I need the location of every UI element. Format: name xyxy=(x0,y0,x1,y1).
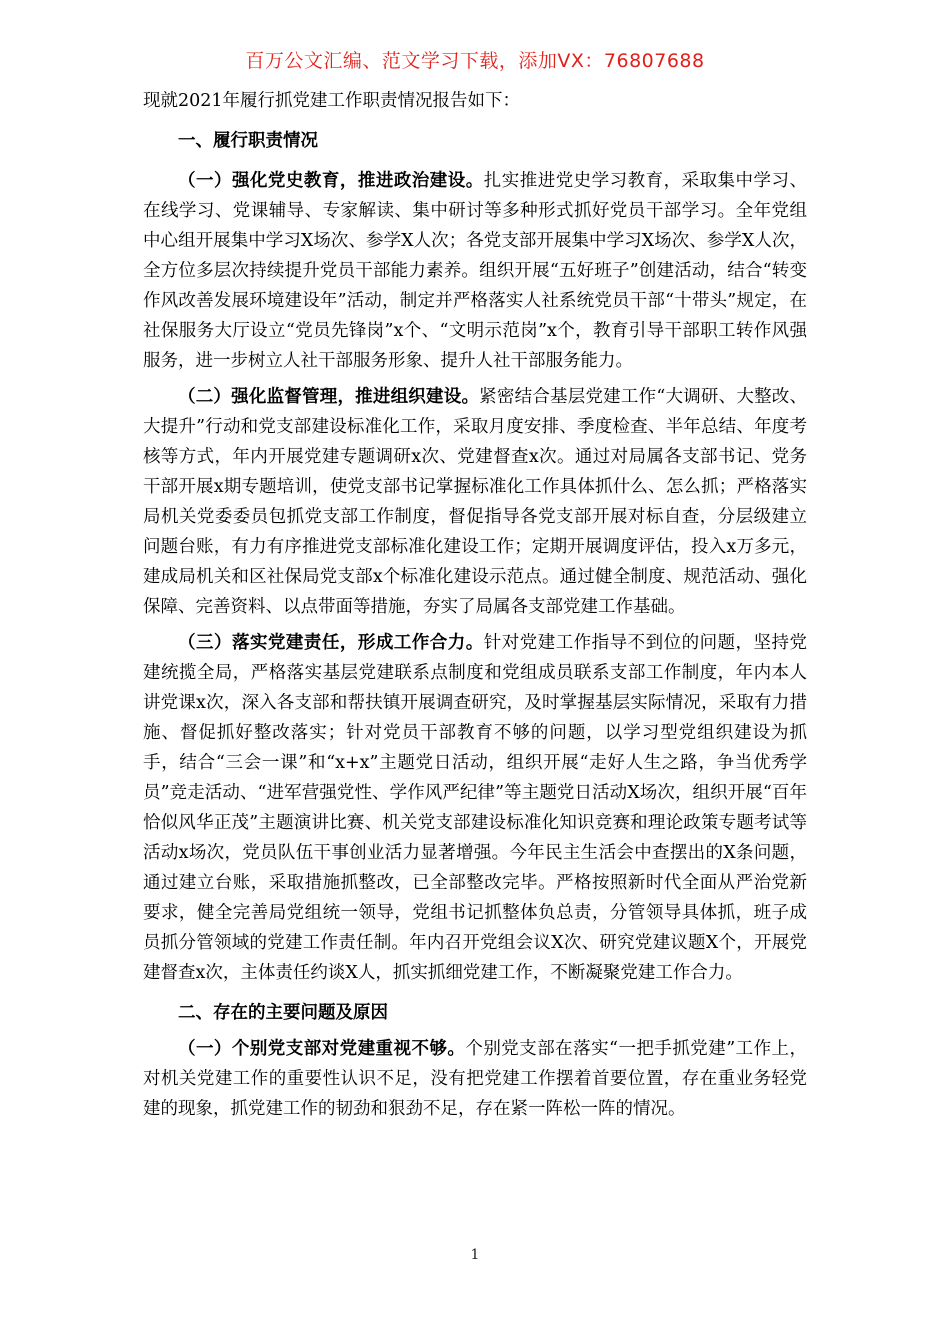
promo-banner: 百万公文汇编、范文学习下载，添加VX：76807688 xyxy=(245,50,705,72)
paragraph-2-lead: （二）强化监督管理，推进组织建设。 xyxy=(178,387,480,407)
paragraph-3-lead: （三）落实党建责任，形成工作合力。 xyxy=(178,633,484,653)
section-heading-1: 一、履行职责情况 xyxy=(178,131,318,151)
paragraph-4 xyxy=(143,1034,807,1124)
paragraph-2-body: 紧密结合基层党建工作“大调研、大整改、大提升”行动和党支部建设标准化工作，采取月度安排、季度检查、半年总结、年度考核等方式，年内开展党建专题调研x次、党建督查x次。通过对局属各支部书记、党务干部开展x期专题培训，使党支部书记掌握标准化工作具体抓什么、怎么抓；严格落实局机关党委委员包抓党支部工作制度，督促指导各党支部开展对标自查，分层级建立问题台账，有力有序推进党支部标准化建设工作；定期开展调度评估，投入x万多元，建成局机关和区社保局党支部x个标准化建设示范点。通过健全制度、规范活动、强化保障、完善资料、以点带面等措施，夯实了局属各支部党建工作基础。 xyxy=(143,387,807,617)
paragraph-4-lead: （一）个别党支部对党建重视不够。 xyxy=(178,1039,466,1059)
paragraph-1-lead: （一）强化党史教育，推进政治建设。 xyxy=(178,171,484,191)
paragraph-3-body: 针对党建工作指导不到位的问题，坚持党建统揽全局，严格落实基层党建联系点制度和党组成员联系支部工作制度，年内本人讲党课x次，深入各支部和帮扶镇开展调查研究，及时掌握基层实际情况，采取有力措施、督促抓好整改落实；针对党员干部教育不够的问题，以学习型党组织建设为抓手，结合“三会一课”和“x+x”主题党日活动，组织开展“走好人生之路，争当优秀学员”竞走活动、“进军营强党性、学作风严纪律”等主题党日活动X场次，组织开展“百年恰似风华正茂”主题演讲比赛、机关党支部建设标准化知识竞赛和理论政策专题考试等活动x场次，党员队伍干事创业活力显著增强。今年民主生活会中查摆出的X条问题，通过建立台账，采取措施抓整改，已全部整改完毕。严格按照新时代全面从严治党新要求，健全完善局党组统一领导，党组书记抓整体负总责，分管领导具体抓，班子成员抓分管领域的党建工作责任制。年内召开党组会议X次、研究党建议题X个，开展党建督查x次，主体责任约谈X人，抓实抓细党建工作，不断凝聚党建工作合力。 xyxy=(143,633,807,983)
paragraph-4-body: 个别党支部在落实“一把手抓党建”工作上，对机关党建工作的重要性认识不足，没有把党建工作摆着首要位置，存在重业务轻党建的现象，抓党建工作的韧劲和狠劲不足，存在紧一阵松一阵的情况。 xyxy=(143,1039,807,1119)
paragraph-3 xyxy=(143,628,807,988)
document-body xyxy=(143,86,807,1124)
page-number: 1 xyxy=(470,1247,480,1263)
paragraph-2 xyxy=(143,382,807,622)
intro-paragraph: 现就2021年履行抓党建工作职责情况报告如下： xyxy=(143,91,521,111)
section-heading-2: 二、存在的主要问题及原因 xyxy=(178,1003,388,1023)
paragraph-1 xyxy=(143,166,807,376)
paragraph-1-body: 扎实推进党史学习教育，采取集中学习、在线学习、党课辅导、专家解读、集中研讨等多种形式抓好党员干部学习。全年党组中心组开展集中学习X场次、参学X人次；各党支部开展集中学习X场次、参学X人次，全方位多层次持续提升党员干部能力素养。组织开展“五好班子”创建活动，结合“转变作风改善发展环境建设年”活动，制定并严格落实人社系统党员干部“十带头”规定，在社保服务大厅设立“党员先锋岗”x个、“文明示范岗”x个，教育引导干部职工转作风强服务，进一步树立人社干部服务形象、提升人社干部服务能力。 xyxy=(143,171,807,371)
